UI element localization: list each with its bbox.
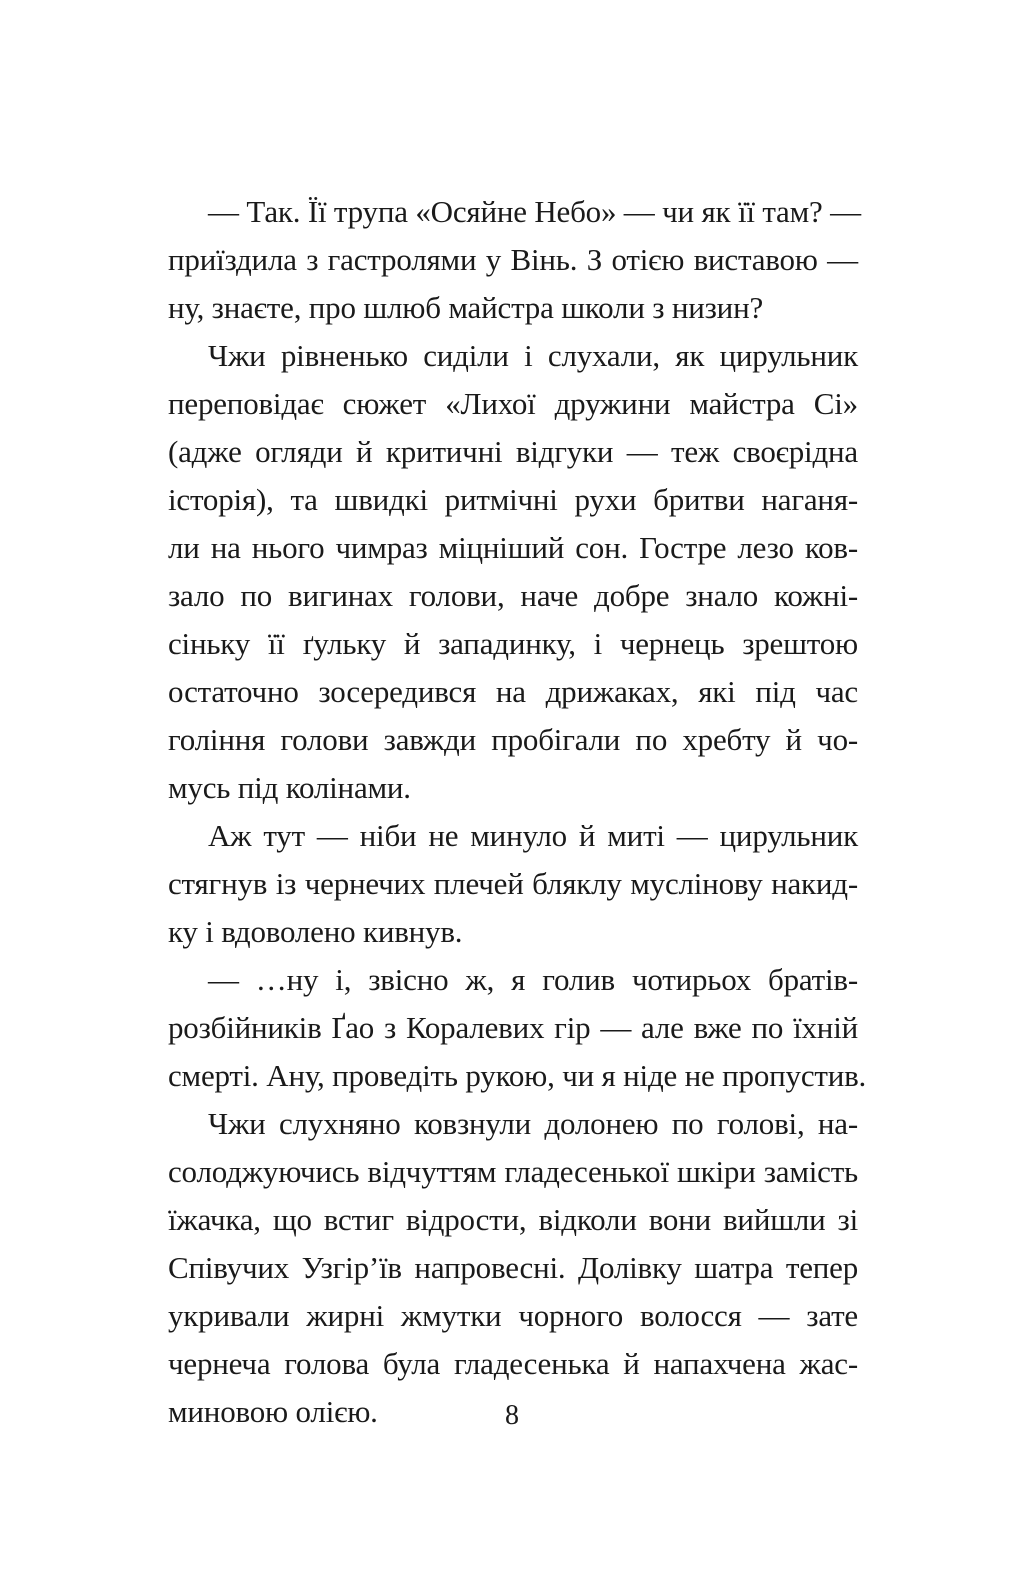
page-number: 8 [505,1400,519,1431]
text-line: їжачка, що встиг відрости, відколи вони вийшли зі [168,1202,858,1237]
text-line: ну, знаєте, про шлюб майстра школи з низин? [168,290,764,325]
text-line: укривали жирні жмутки чорного волосся — зате [168,1298,858,1333]
text-line: ку і вдоволено кивнув. [168,914,463,949]
text-line: Співучих Узгір’їв напровесні. Долівку шатра тепер [168,1250,858,1285]
text-line: переповідає сюжет «Лихої дружини майстра Сі» [168,386,858,421]
text-line: сіньку її ґульку й западинку, і чернець зрештою [168,626,858,661]
text-line: Чжи слухняно ковзнули долонею по голові, на- [208,1106,858,1141]
text-line: розбійників Ґао з Коралевих гір — але вже по їхній [168,1010,858,1045]
text-line: — …ну і, звісно ж, я голив чотирьох братів- [208,962,858,997]
text-line: гоління голови завжди пробігали по хребту й чо- [168,722,858,757]
text-line: чернеча голова була гладесенька й напахчена жас- [168,1346,858,1381]
text-line: стягнув із чернечих плечей бляклу муслінову накид- [168,866,858,901]
text-line: остаточно зосередився на дрижаках, які під час [168,674,858,709]
text-line: Аж тут — ніби не минуло й миті — цирульник [208,818,858,853]
text-line: мусь під колінами. [168,770,411,805]
text-line: зало по вигинах голови, наче добре знало кожні- [168,578,858,613]
text-line: миновою олією. [168,1394,378,1429]
text-line: ли на нього чимраз міцніший сон. Гостре лезо ков- [168,530,858,565]
text-line: смерті. Ану, проведіть рукою, чи я ніде не пропустив. [168,1058,867,1093]
text-line: історія), та швидкі ритмічні рухи бритви наганя- [168,482,858,517]
text-line: (адже огляди й критичні відгуки — теж своєрідна [168,434,858,469]
text-line: солоджуючись відчуттям гладесенької шкіри замість [168,1154,858,1189]
text-line: приїздила з гастролями у Вінь. З отією виставою — [168,242,858,277]
text-line: — Так. Її трупа «Осяйне Небо» — чи як її там? — [208,194,861,229]
text-line: Чжи рівненько сиділи і слухали, як цирульник [208,338,858,373]
